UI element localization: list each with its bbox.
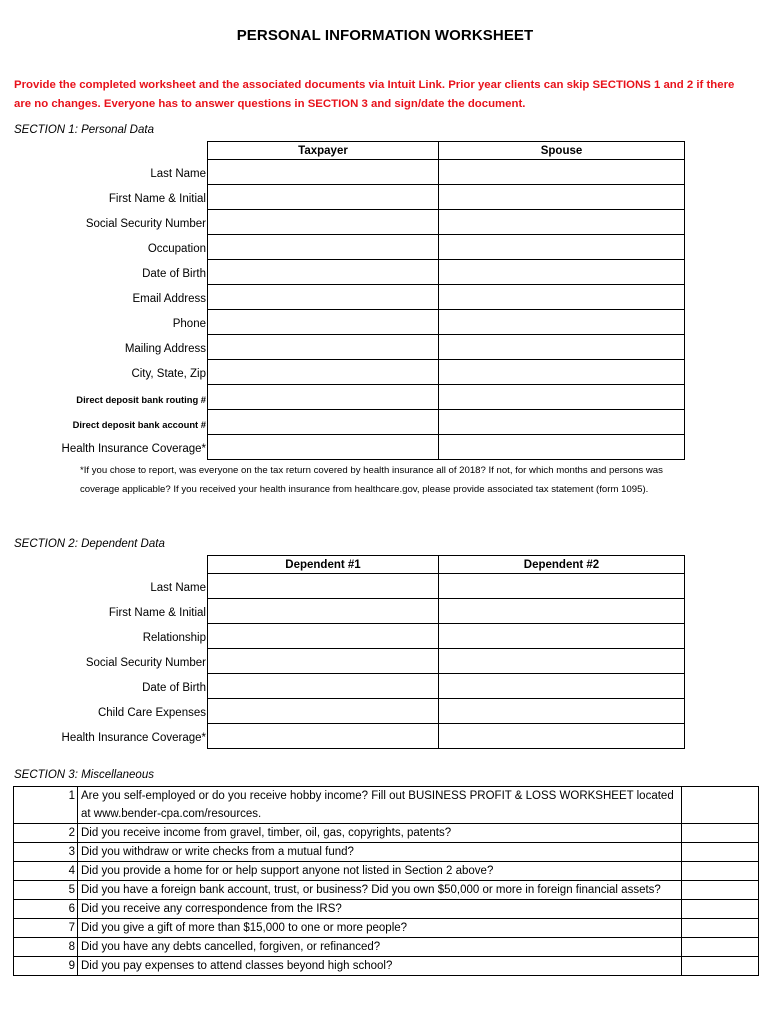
field-label-date-of-birth: Date of Birth [142,268,206,280]
dependent2-health-insurance-coverage-input[interactable] [439,724,685,749]
dependent1-social-security-number-input[interactable] [208,649,439,674]
taxpayer-mailing-address-input[interactable] [208,335,439,360]
dependent-field-label-health-insurance-coverage: Health Insurance Coverage* [61,732,206,744]
question-text: Did you withdraw or write checks from a mutual fund? [78,843,682,862]
question-row [14,843,759,862]
question-answer-input[interactable] [682,900,759,919]
question-row [14,881,759,900]
dependent2-child-care-expenses-input[interactable] [439,699,685,724]
taxpayer-city-state-zip-input[interactable] [208,360,439,385]
taxpayer-direct-deposit-bank-account-input[interactable] [208,410,439,435]
dependent2-column-header: Dependent #2 [439,556,685,574]
dependent-field-label-first-name-initial: First Name & Initial [108,607,206,619]
question-text: Are you self-employed or do you receive hobby income? Fill out BUSINESS PROFIT & LOSS WORKSHEET located at www.bender-cpa.com/resources. [78,787,682,824]
field-label-first-name-initial: First Name & Initial [108,193,206,205]
question-text: Did you receive any correspondence from the IRS? [78,900,682,919]
question-text: Did you have a foreign bank account, trust, or business? Did you own $50,000 or more in foreign financial assets? [78,881,682,900]
dependent2-first-name-initial-input[interactable] [439,599,685,624]
question-row [14,862,759,881]
dependent1-health-insurance-coverage-input[interactable] [208,724,439,749]
instructions-text: Provide the completed worksheet and the associated documents via Intuit Link. Prior year clients can skip SECTIONS 1 and 2 if there are no changes. Everyone has to answer questions in SECTION 3 and sign/date the document. [14,79,735,110]
field-label-health-insurance-coverage: Health Insurance Coverage* [61,443,206,455]
dependent-field-label-relationship: Relationship [142,632,206,644]
section1-label: SECTION 1: Personal Data [14,124,154,136]
field-label-city-state-zip: City, State, Zip [131,368,206,380]
question-row [14,957,759,976]
personal-data-table [207,141,685,460]
field-label-mailing-address: Mailing Address [124,343,206,355]
taxpayer-occupation-input[interactable] [208,235,439,260]
spouse-direct-deposit-bank-account-input[interactable] [439,410,685,435]
field-label-phone: Phone [172,318,206,330]
dependent1-relationship-input[interactable] [208,624,439,649]
dependent-field-label-date-of-birth: Date of Birth [142,682,206,694]
question-number: 2 [14,824,78,843]
health-insurance-note: *If you chose to report, was everyone on the tax return covered by health insurance all of 2018? If not, for which months and persons was coverage applicable? If you received your health insurance from healthcare.gov, please provide associated tax statement (form 1095). [80,465,663,495]
spouse-email-address-input[interactable] [439,285,685,310]
dependent2-relationship-input[interactable] [439,624,685,649]
taxpayer-health-insurance-coverage-input[interactable] [208,435,439,460]
taxpayer-phone-input[interactable] [208,310,439,335]
dependent-field-label-social-security-number: Social Security Number [85,657,206,669]
field-label-email-address: Email Address [132,293,206,305]
question-row [14,900,759,919]
taxpayer-social-security-number-input[interactable] [208,210,439,235]
question-row [14,824,759,843]
question-number: 1 [14,787,78,824]
question-text: Did you pay expenses to attend classes beyond high school? [78,957,682,976]
taxpayer-column-header: Taxpayer [208,142,439,160]
question-number: 6 [14,900,78,919]
dependent1-first-name-initial-input[interactable] [208,599,439,624]
field-label-occupation: Occupation [147,243,206,255]
spouse-phone-input[interactable] [439,310,685,335]
taxpayer-email-address-input[interactable] [208,285,439,310]
field-label-social-security-number: Social Security Number [85,218,206,230]
spouse-mailing-address-input[interactable] [439,335,685,360]
question-text: Did you receive income from gravel, timber, oil, gas, copyrights, patents? [78,824,682,843]
taxpayer-direct-deposit-bank-routing-input[interactable] [208,385,439,410]
field-label-direct-deposit-bank-routing: Direct deposit bank routing # [76,394,206,405]
spouse-direct-deposit-bank-routing-input[interactable] [439,385,685,410]
spouse-column-header: Spouse [439,142,685,160]
dependent-data-table [207,555,685,749]
section2-row-labels [20,576,206,751]
question-answer-input[interactable] [682,862,759,881]
question-answer-input[interactable] [682,881,759,900]
question-text: Did you give a gift of more than $15,000 to one or more people? [78,919,682,938]
spouse-first-name-initial-input[interactable] [439,185,685,210]
spouse-social-security-number-input[interactable] [439,210,685,235]
question-answer-input[interactable] [682,938,759,957]
dependent1-child-care-expenses-input[interactable] [208,699,439,724]
question-text: Did you provide a home for or help support anyone not listed in Section 2 above? [78,862,682,881]
spouse-occupation-input[interactable] [439,235,685,260]
question-answer-input[interactable] [682,843,759,862]
dependent-field-label-child-care-expenses: Child Care Expenses [97,707,206,719]
taxpayer-date-of-birth-input[interactable] [208,260,439,285]
question-row [14,938,759,957]
question-number: 7 [14,919,78,938]
question-answer-input[interactable] [682,957,759,976]
section2-label: SECTION 2: Dependent Data [14,538,165,550]
question-text: Did you have any debts cancelled, forgiven, or refinanced? [78,938,682,957]
dependent1-date-of-birth-input[interactable] [208,674,439,699]
taxpayer-first-name-initial-input[interactable] [208,185,439,210]
dependent2-date-of-birth-input[interactable] [439,674,685,699]
question-number: 9 [14,957,78,976]
question-answer-input[interactable] [682,919,759,938]
dependent-field-label-last-name: Last Name [150,582,206,594]
dependent2-last-name-input[interactable] [439,574,685,599]
field-label-direct-deposit-bank-account: Direct deposit bank account # [72,419,206,430]
question-row [14,919,759,938]
spouse-date-of-birth-input[interactable] [439,260,685,285]
taxpayer-last-name-input[interactable] [208,160,439,185]
spouse-city-state-zip-input[interactable] [439,360,685,385]
dependent1-column-header: Dependent #1 [208,556,439,574]
question-number: 3 [14,843,78,862]
miscellaneous-questions-table [13,786,759,976]
section1-row-labels [20,162,206,462]
question-answer-input[interactable] [682,787,759,824]
section3-label: SECTION 3: Miscellaneous [14,769,154,781]
page-title: PERSONAL INFORMATION WORKSHEET [236,27,534,44]
dependent2-social-security-number-input[interactable] [439,649,685,674]
question-number: 5 [14,881,78,900]
question-row [14,787,759,824]
spouse-last-name-input[interactable] [439,160,685,185]
question-number: 8 [14,938,78,957]
question-answer-input[interactable] [682,824,759,843]
question-number: 4 [14,862,78,881]
field-label-last-name: Last Name [150,168,206,180]
spouse-health-insurance-coverage-input[interactable] [439,435,685,460]
dependent1-last-name-input[interactable] [208,574,439,599]
